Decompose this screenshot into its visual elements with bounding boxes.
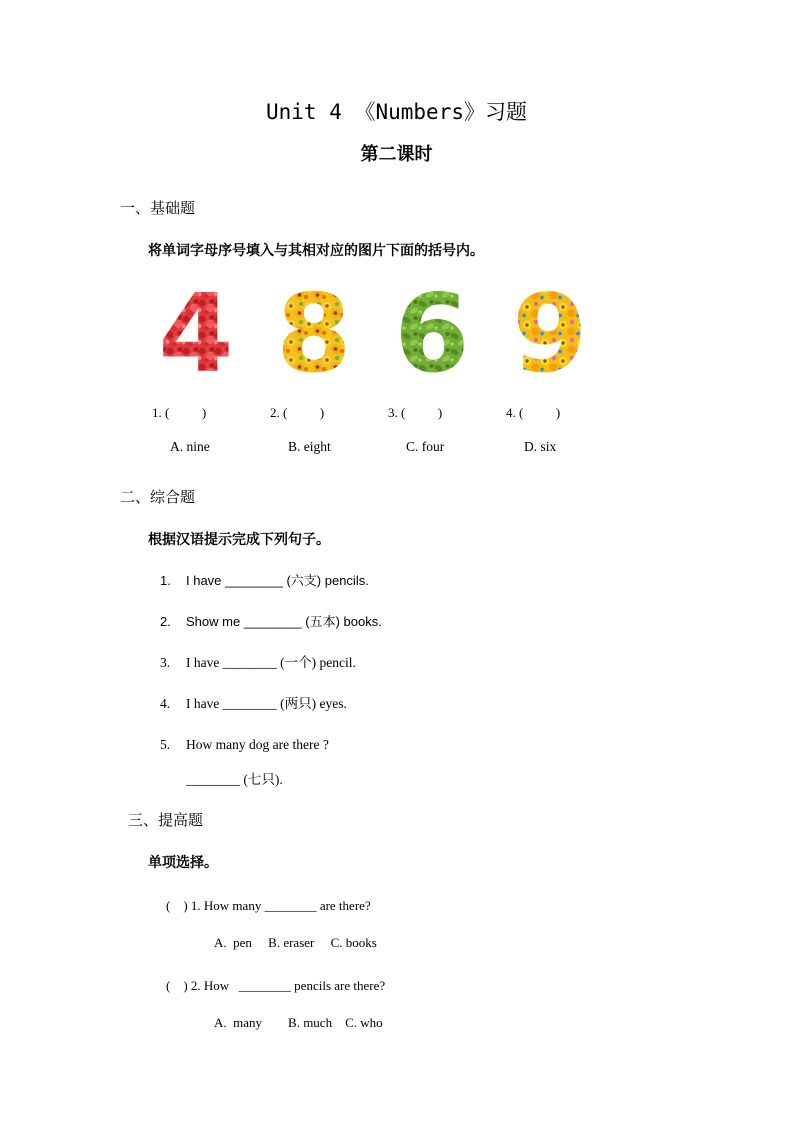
answer-blank-2: 2. ( ) <box>270 405 325 420</box>
digit-eight: 8 <box>276 283 352 383</box>
sentence-item-4 <box>160 695 703 712</box>
choice-options-1: A. pen B. eraser C. books <box>214 935 377 950</box>
section2-heading: 二、综合题 <box>120 490 196 506</box>
item-text: I have ________ (两只) eyes. <box>186 696 347 711</box>
section2-instruction: 根据汉语提示完成下列句子。 <box>148 531 330 547</box>
answer-blanks-row <box>152 405 703 421</box>
word-options-row <box>152 439 703 455</box>
item-number: 5. <box>160 737 171 752</box>
choice-question-2: ( ) 2. How ________ pencils are there? <box>166 978 386 993</box>
choice-options-2: A. many B. much C. who <box>214 1015 383 1030</box>
page-subtitle: 第二课时 <box>360 144 433 165</box>
word-option-b: B. eight <box>288 439 331 454</box>
sentence-item-1 <box>160 572 703 589</box>
item-text: Show me ________ (五本) books. <box>186 614 382 629</box>
section3-heading: 三、提高题 <box>128 813 204 829</box>
item-text-answer-blank: ________ (七只). <box>186 772 283 787</box>
item-number: 3. <box>160 655 171 670</box>
answer-blank-4: 4. ( ) <box>506 405 561 420</box>
item-number: 1. <box>160 573 171 588</box>
sentence-item-5 <box>160 736 703 788</box>
word-option-d: D. six <box>524 439 557 454</box>
section3-instruction: 单项选择。 <box>148 854 218 870</box>
number-images-row <box>150 283 703 383</box>
word-option-c: C. four <box>406 439 445 454</box>
item-number: 4. <box>160 696 171 711</box>
word-option-a: A. nine <box>170 439 210 454</box>
number-image-four-red-flowers <box>150 283 242 383</box>
section1-heading: 一、基础题 <box>120 201 196 217</box>
choice-question-1: ( ) 1. How many ________ are there? <box>166 898 371 913</box>
item-text: I have ________ (一个) pencil. <box>186 655 356 670</box>
number-image-nine-yellow-flowers <box>504 283 596 383</box>
answer-blank-3: 3. ( ) <box>388 405 443 420</box>
sentence-list <box>160 572 703 788</box>
digit-four: 4 <box>158 283 234 383</box>
sentence-item-2 <box>160 613 703 630</box>
number-image-eight-yellow-flowers <box>268 283 360 383</box>
item-number: 2. <box>160 614 171 629</box>
digit-nine: 9 <box>512 283 588 383</box>
number-image-six-green-leaves <box>386 283 478 383</box>
section1-instruction: 将单词字母序号填入与其相对应的图片下面的括号内。 <box>148 242 484 258</box>
sentence-item-3 <box>160 654 703 671</box>
item-text: I have ________ (六支) pencils. <box>186 573 369 588</box>
answer-blank-1: 1. ( ) <box>152 405 207 420</box>
digit-six: 6 <box>394 283 470 383</box>
page-title: Unit 4 《Numbers》习题 <box>265 100 527 124</box>
item-text: How many dog are there ? <box>186 737 329 752</box>
